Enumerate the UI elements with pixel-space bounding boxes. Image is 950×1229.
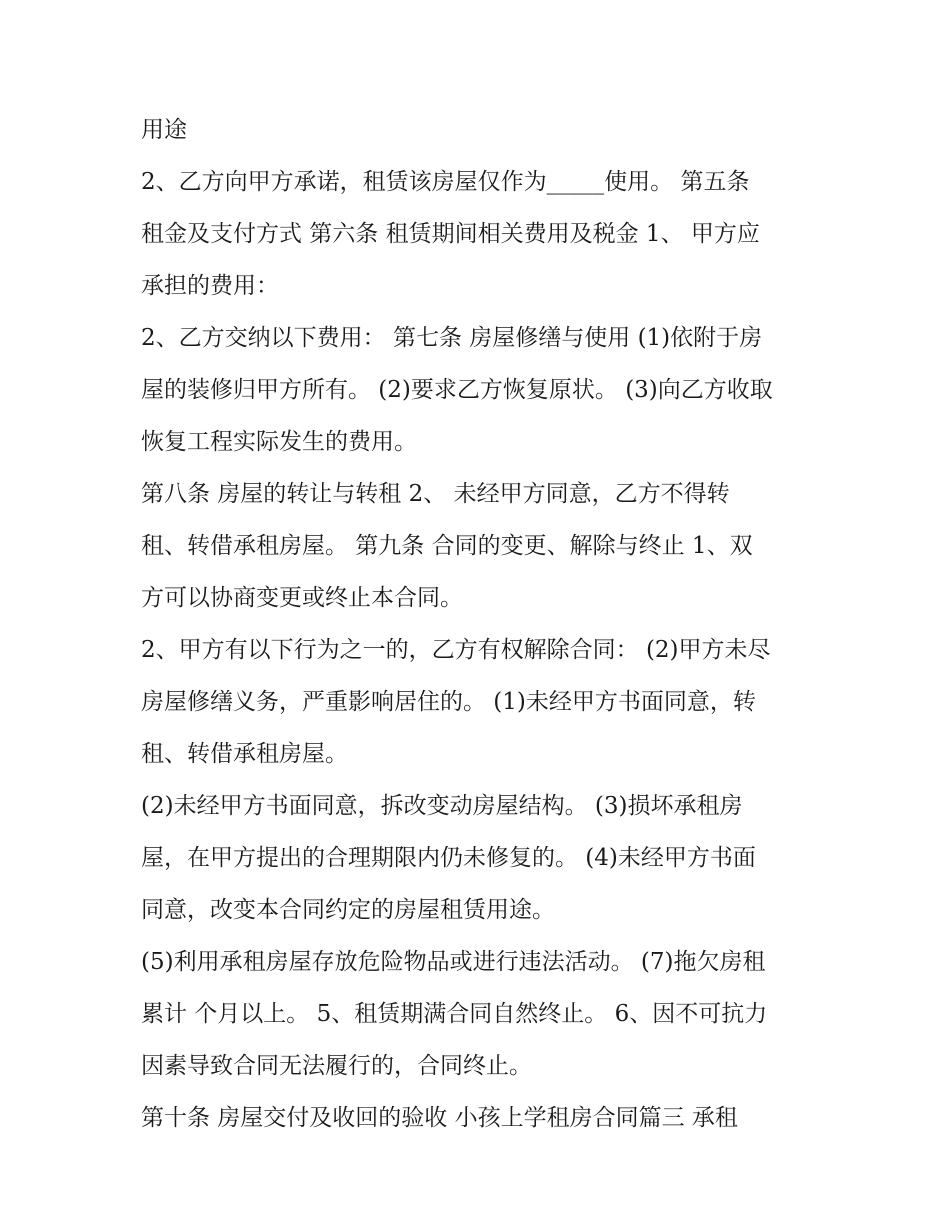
text-line: 承担的费用： xyxy=(141,273,279,299)
text-line: 因素导致合同无法履行的，合同终止。 xyxy=(141,1053,532,1079)
text-line: (2)未经甲方书面同意，拆改变动房屋结构。 (3)损坏承租房 xyxy=(141,793,743,819)
text-line: 第八条 房屋的转让与转租 2、 未经甲方同意，乙方不得转 xyxy=(141,481,730,507)
text-line: 累计 个月以上。 5、租赁期满合同自然终止。 6、因不可抗力 xyxy=(141,1001,768,1027)
document-body xyxy=(141,110,821,1150)
text-line: 恢复工程实际发生的费用。 xyxy=(141,429,417,455)
text-line: (5)利用承租房屋存放危险物品或进行违法活动。 (7)拖欠房租 xyxy=(141,949,766,975)
text-line: 同意，改变本合同约定的房屋租赁用途。 xyxy=(141,897,555,923)
text-line: 屋，在甲方提出的合理期限内仍未修复的。 (4)未经甲方书面 xyxy=(141,845,756,871)
text-line: 2、乙方向甲方承诺，租赁该房屋仅作为_____使用。 第五条 xyxy=(141,169,750,195)
text-line: 租、转借承租房屋。 xyxy=(141,741,348,767)
text-line: 租金及支付方式 第六条 租赁期间相关费用及税金 1、 甲方应 xyxy=(141,221,760,247)
text-line: 2、乙方交纳以下费用： 第七条 房屋修缮与使用 (1)依附于房 xyxy=(141,325,763,351)
text-line: 2、甲方有以下行为之一的，乙方有权解除合同： (2)甲方未尽 xyxy=(141,637,771,663)
text-line: 租、转借承租房屋。 第九条 合同的变更、解除与终止 1、双 xyxy=(141,533,753,559)
text-line: 用途 xyxy=(141,117,187,143)
text-line: 屋的装修归甲方所有。 (2)要求乙方恢复原状。 (3)向乙方收取 xyxy=(141,377,773,403)
text-line: 房屋修缮义务，严重影响居住的。 (1)未经甲方书面同意，转 xyxy=(141,689,756,715)
text-line: 第十条 房屋交付及收回的验收 小孩上学租房合同篇三 承租 xyxy=(141,1105,738,1131)
text-line: 方可以协商变更或终止本合同。 xyxy=(141,585,463,611)
